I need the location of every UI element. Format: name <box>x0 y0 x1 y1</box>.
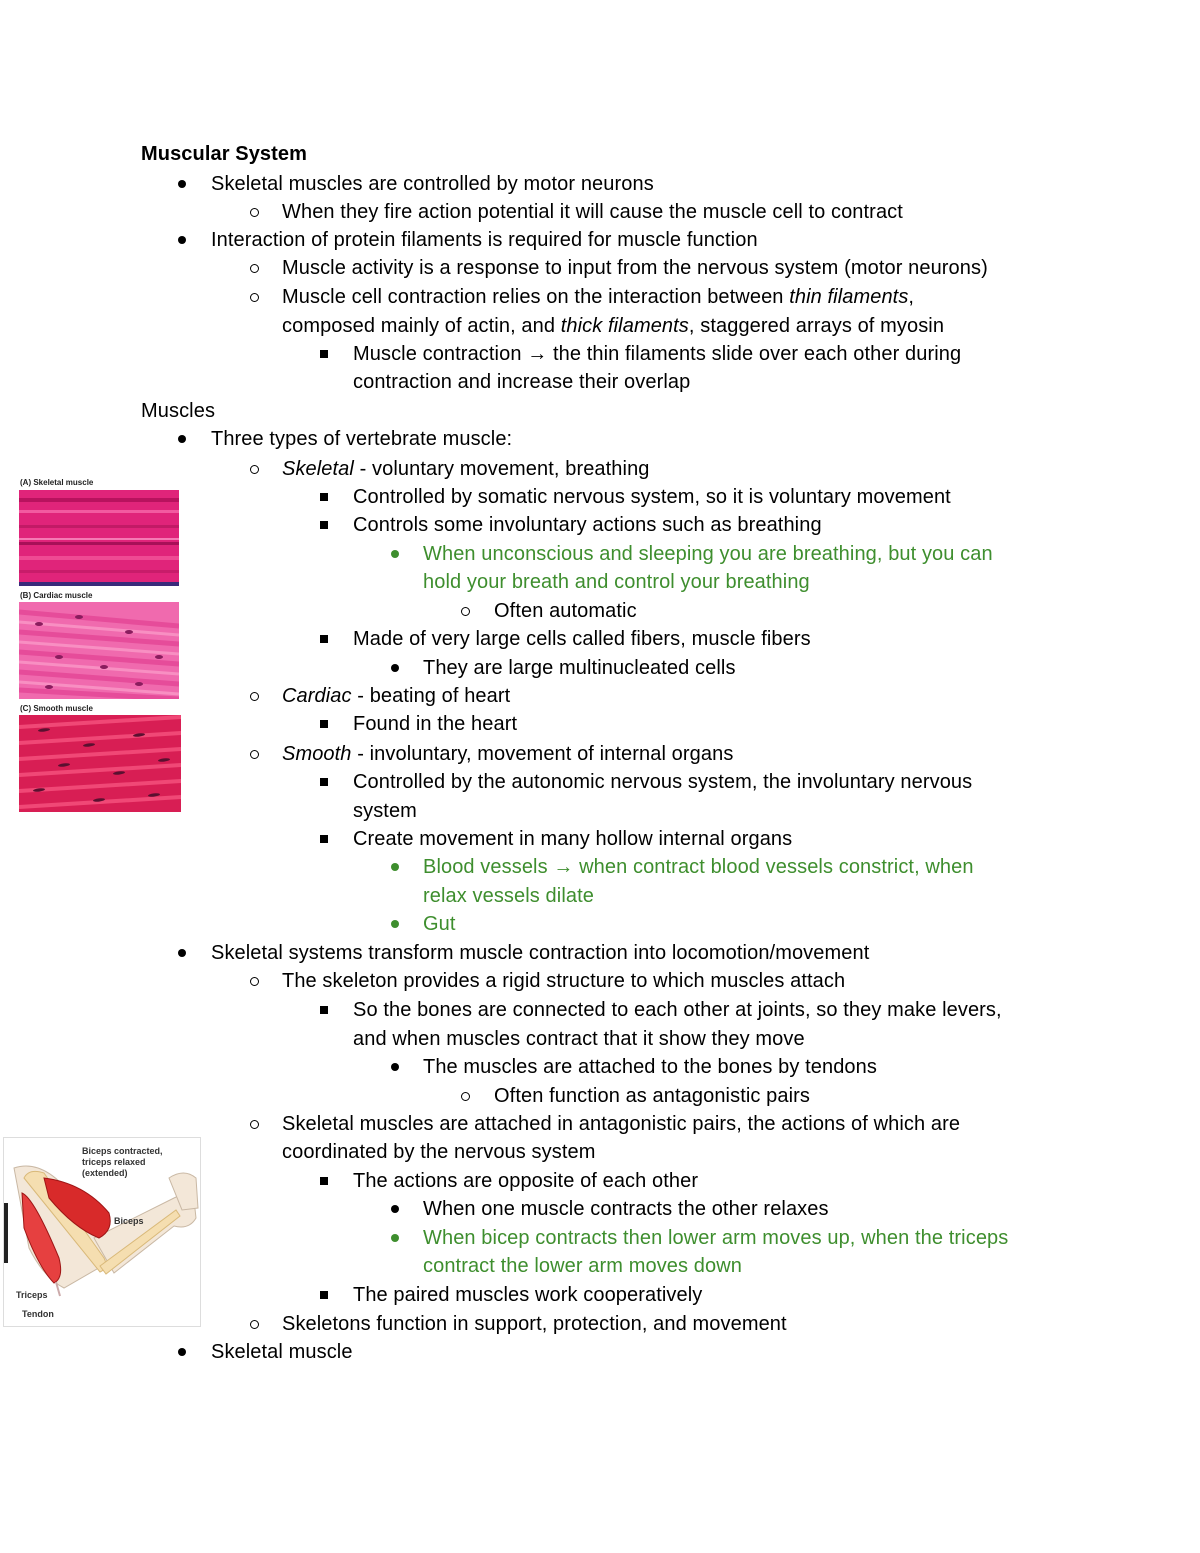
list-item: Muscle contraction → the thin filaments slide over each other during <box>353 343 962 365</box>
list-item: When bicep contracts then lower arm moves up, when the triceps <box>423 1227 1009 1249</box>
list-item <box>282 682 510 710</box>
label-triceps: Triceps <box>16 1290 48 1300</box>
list-item: Often function as antagonistic pairs <box>494 1085 811 1107</box>
label-biceps: Biceps <box>114 1216 144 1226</box>
list-item: Found in the heart <box>353 713 518 735</box>
bullet-disc <box>391 1053 403 1081</box>
bullet-square <box>320 768 332 796</box>
bullet-square <box>320 996 332 1024</box>
list-item-text: , staggered arrays of myosin <box>688 315 945 337</box>
bullet-circle <box>250 198 262 226</box>
list-item <box>282 740 733 768</box>
figure-label-smooth: (C) Smooth muscle <box>20 704 93 713</box>
bullet-circle <box>250 1310 262 1338</box>
bullet-disc <box>178 226 190 254</box>
list-item-continuation: contract the lower arm moves down <box>423 1255 742 1277</box>
list-item: Gut <box>423 913 456 935</box>
list-item-continuation: and when muscles contract that it show they move <box>353 1028 805 1050</box>
list-item: They are large multinucleated cells <box>423 657 736 679</box>
list-item: When one muscle contracts the other relaxes <box>423 1198 829 1220</box>
bullet-square <box>320 1167 332 1195</box>
list-item-continuation: contraction and increase their overlap <box>353 371 691 393</box>
list-item: The muscles are attached to the bones by tendons <box>423 1056 877 1078</box>
list-item: Controlled by the autonomic nervous system, the involuntary nervous <box>353 771 973 793</box>
bullet-circle <box>250 1110 262 1138</box>
bullet-circle <box>250 967 262 995</box>
bullet-disc <box>391 910 403 938</box>
list-item: Muscle activity is a response to input from the nervous system (motor neurons) <box>282 257 988 279</box>
list-item: Skeletons function in support, protection, and movement <box>282 1313 787 1335</box>
list-item-text: - beating of heart <box>351 685 511 707</box>
bullet-square <box>320 511 332 539</box>
bullet-square <box>320 483 332 511</box>
bullet-square <box>320 1281 332 1309</box>
list-item: Controlled by somatic nervous system, so it is voluntary movement <box>353 486 951 508</box>
list-item: Made of very large cells called fibers, muscle fibers <box>353 628 811 650</box>
list-item-text: - voluntary movement, breathing <box>353 458 650 480</box>
list-item: Interaction of protein filaments is required for muscle function <box>211 229 758 251</box>
list-item-italic: Skeletal <box>282 458 354 480</box>
arm-title-1: Biceps contracted, <box>82 1146 163 1156</box>
list-item-continuation: system <box>353 800 417 822</box>
list-item: Often automatic <box>494 600 637 622</box>
bullet-circle <box>250 740 262 768</box>
skeletal-muscle-image <box>19 490 179 590</box>
list-item: Skeletal muscles are controlled by motor neurons <box>211 173 654 195</box>
list-item-italic: thick filaments <box>560 315 689 337</box>
list-item: The skeleton provides a rigid structure to which muscles attach <box>282 970 846 992</box>
list-item-continuation: relax vessels dilate <box>423 885 594 907</box>
bullet-disc <box>178 425 190 453</box>
bullet-disc <box>178 1338 190 1366</box>
bullet-disc <box>391 654 403 682</box>
list-item-text: Muscle cell contraction relies on the interaction between <box>282 286 790 308</box>
list-item: When unconscious and sleeping you are breathing, but you can <box>423 543 993 565</box>
bullet-circle <box>250 283 262 311</box>
list-item: Create movement in many hollow internal organs <box>353 828 793 850</box>
list-item-italic: Cardiac <box>282 685 352 707</box>
bullet-disc <box>391 1224 403 1252</box>
bullet-disc <box>391 1195 403 1223</box>
arm-title-2: triceps relaxed <box>82 1157 146 1167</box>
bullet-circle <box>461 1082 473 1110</box>
bullet-disc <box>391 853 403 881</box>
smooth-muscle-image <box>19 715 181 812</box>
biceps-triceps-figure <box>3 1137 201 1327</box>
list-item: Blood vessels → when contract blood vessels constrict, when <box>423 856 974 878</box>
label-tendon: Tendon <box>22 1309 54 1319</box>
list-item-text: - involuntary, movement of internal organs <box>351 743 734 765</box>
list-item <box>282 455 650 483</box>
arm-title-3: (extended) <box>82 1168 128 1178</box>
list-item: Skeletal systems transform muscle contraction into locomotion/movement <box>211 942 870 964</box>
list-item: So the bones are connected to each other at joints, so they make levers, <box>353 999 1002 1021</box>
list-item <box>282 283 914 311</box>
list-item-continuation <box>282 312 944 340</box>
figure-label-cardiac: (B) Cardiac muscle <box>20 591 93 600</box>
bullet-circle <box>250 682 262 710</box>
list-item-continuation: coordinated by the nervous system <box>282 1141 596 1163</box>
bullet-circle <box>250 455 262 483</box>
bullet-square <box>320 625 332 653</box>
list-item-italic: thin filaments <box>789 286 909 308</box>
list-item: The paired muscles work cooperatively <box>353 1284 703 1306</box>
bullet-disc <box>178 939 190 967</box>
document-heading: Muscular System <box>141 143 308 165</box>
bullet-square <box>320 825 332 853</box>
bullet-circle <box>461 597 473 625</box>
list-item-text: , <box>908 286 915 308</box>
list-item-continuation: hold your breath and control your breathing <box>423 571 810 593</box>
bullet-square <box>320 340 332 368</box>
list-item: Controls some involuntary actions such as breathing <box>353 514 822 536</box>
bullet-disc <box>178 170 190 198</box>
list-item-text: composed mainly of actin, and <box>282 315 561 337</box>
bullet-square <box>320 710 332 738</box>
bullet-circle <box>250 254 262 282</box>
list-item-italic: Smooth <box>282 743 352 765</box>
bullet-disc <box>391 540 403 568</box>
cardiac-muscle-image <box>19 602 179 699</box>
section-label: Muscles <box>141 400 216 422</box>
figure-label-skeletal: (A) Skeletal muscle <box>20 478 94 487</box>
list-item: Skeletal muscles are attached in antagonistic pairs, the actions of which are <box>282 1113 961 1135</box>
list-item: Skeletal muscle <box>211 1341 353 1363</box>
list-item: The actions are opposite of each other <box>353 1170 699 1192</box>
list-item: Three types of vertebrate muscle: <box>211 428 513 450</box>
list-item: When they fire action potential it will cause the muscle cell to contract <box>282 201 903 223</box>
